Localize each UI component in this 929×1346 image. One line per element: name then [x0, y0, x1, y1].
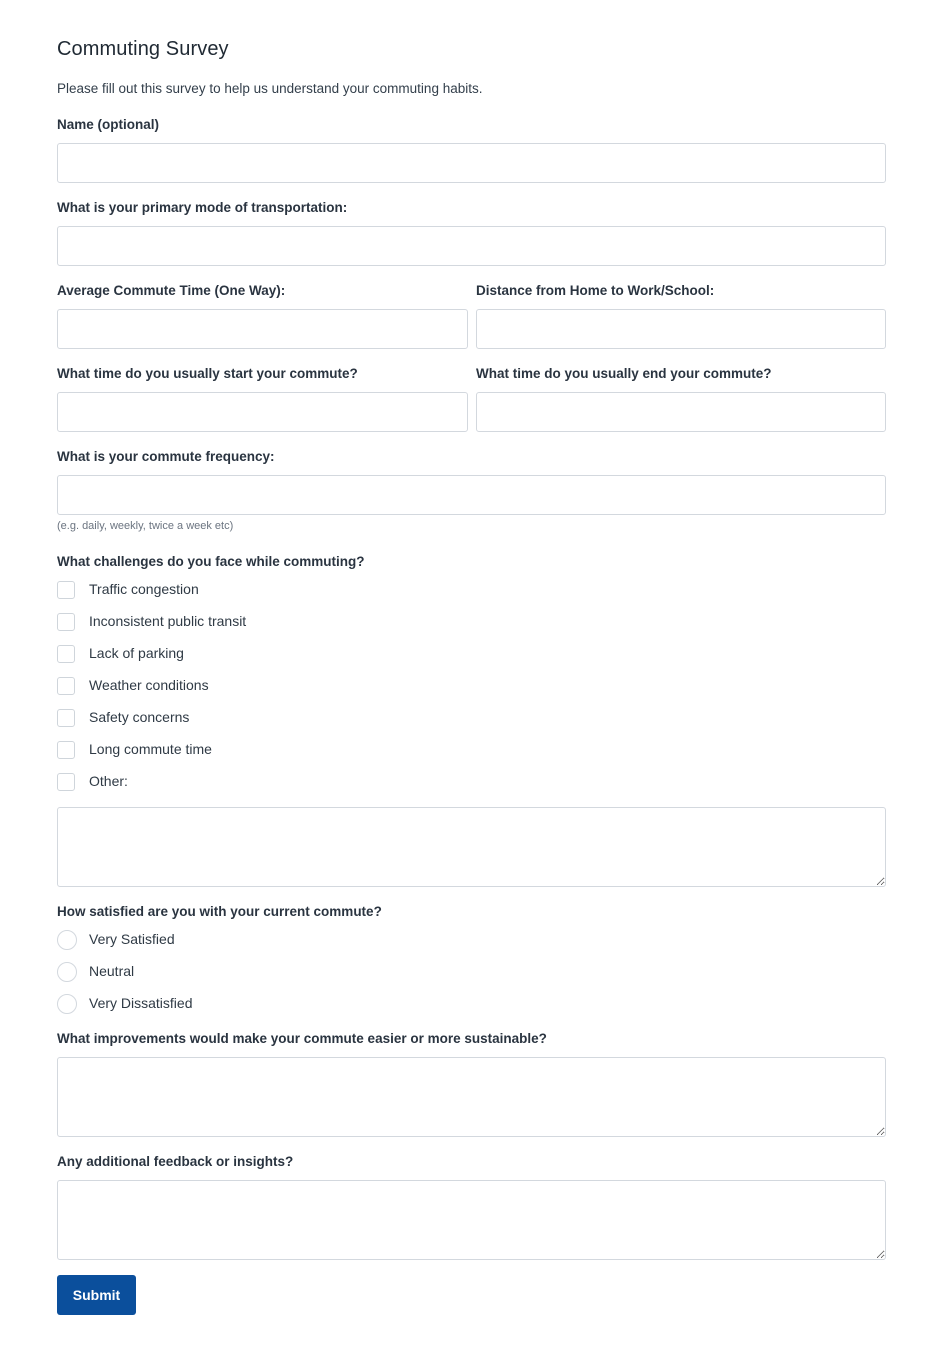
challenge-option[interactable] — [57, 676, 209, 696]
page-title: Commuting Survey — [57, 38, 229, 60]
feedback-label: Any additional feedback or insights? — [57, 1154, 294, 1169]
satisfaction-option-label: Neutral — [89, 963, 135, 979]
challenge-option-label: Other: — [89, 773, 128, 789]
frequency-hint: (e.g. daily, weekly, twice a week etc) — [57, 520, 234, 532]
challenges-label: What challenges do you face while commuting? — [57, 554, 365, 569]
challenge-checkbox[interactable] — [57, 677, 75, 695]
challenge-option-label: Traffic congestion — [89, 581, 199, 597]
end-time-input[interactable] — [476, 392, 886, 432]
challenge-option-label: Long commute time — [89, 741, 212, 757]
satisfaction-label: How satisfied are you with your current commute? — [57, 904, 382, 919]
satisfaction-radio[interactable] — [57, 962, 77, 982]
commute-time-label: Average Commute Time (One Way): — [57, 283, 286, 298]
distance-label: Distance from Home to Work/School: — [476, 283, 715, 298]
improvements-label: What improvements would make your commute easier or more sustainable? — [57, 1031, 547, 1046]
challenge-checkbox[interactable] — [57, 709, 75, 727]
challenge-option-label: Safety concerns — [89, 709, 190, 725]
challenge-option[interactable] — [57, 644, 184, 664]
satisfaction-radio[interactable] — [57, 994, 77, 1014]
challenge-option[interactable] — [57, 772, 128, 792]
name-input[interactable] — [57, 143, 886, 183]
challenge-checkbox[interactable] — [57, 773, 75, 791]
challenge-option[interactable] — [57, 708, 190, 728]
start-time-label: What time do you usually start your commute? — [57, 366, 358, 381]
name-label: Name (optional) — [57, 117, 160, 132]
challenge-checkbox[interactable] — [57, 581, 75, 599]
satisfaction-option-label: Very Satisfied — [89, 931, 175, 947]
submit-button[interactable]: Submit — [57, 1275, 136, 1315]
challenge-option[interactable] — [57, 740, 212, 760]
end-time-label: What time do you usually end your commute? — [476, 366, 772, 381]
challenge-option[interactable] — [57, 612, 247, 632]
challenge-checkbox[interactable] — [57, 645, 75, 663]
challenge-option-label: Lack of parking — [89, 645, 184, 661]
challenge-checkbox[interactable] — [57, 613, 75, 631]
satisfaction-radio[interactable] — [57, 930, 77, 950]
primary-mode-label: What is your primary mode of transportation: — [57, 200, 348, 215]
improvements-textarea[interactable] — [57, 1057, 886, 1137]
survey-intro: Please fill out this survey to help us understand your commuting habits. — [57, 81, 483, 96]
feedback-textarea[interactable] — [57, 1180, 886, 1260]
satisfaction-option[interactable] — [57, 994, 193, 1014]
challenge-option-label: Inconsistent public transit — [89, 613, 247, 629]
satisfaction-option[interactable] — [57, 930, 175, 950]
start-time-input[interactable] — [57, 392, 468, 432]
challenge-option[interactable] — [57, 580, 199, 600]
challenge-option-label: Weather conditions — [89, 677, 209, 693]
other-challenge-textarea[interactable] — [57, 807, 886, 887]
frequency-label: What is your commute frequency: — [57, 449, 275, 464]
satisfaction-option[interactable] — [57, 962, 135, 982]
frequency-input[interactable] — [57, 475, 886, 515]
challenge-checkbox[interactable] — [57, 741, 75, 759]
primary-mode-input[interactable] — [57, 226, 886, 266]
commute-time-input[interactable] — [57, 309, 468, 349]
satisfaction-option-label: Very Dissatisfied — [89, 995, 193, 1011]
distance-input[interactable] — [476, 309, 886, 349]
